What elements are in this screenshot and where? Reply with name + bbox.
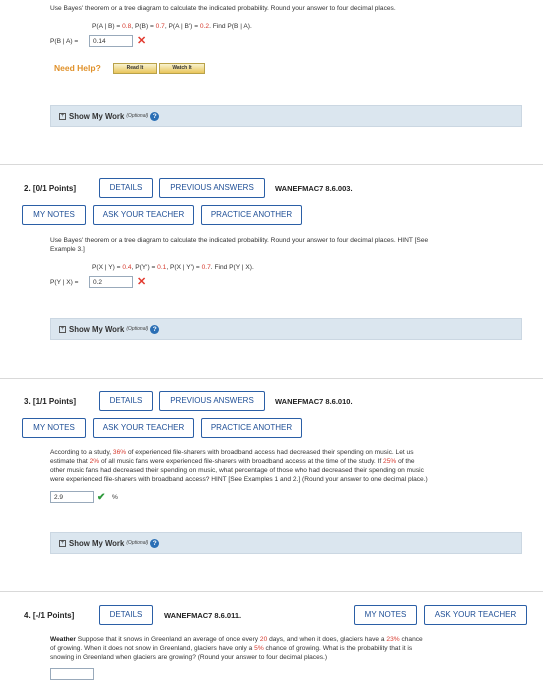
q2-instruction-line2: Example 3.] — [50, 246, 85, 253]
divider — [0, 378, 543, 379]
q4-answer-input[interactable] — [50, 668, 94, 680]
q4-text-line2: of growing. When it does not snow in Greenland, glaciers have only a 5% chance of growing. What is the probability that it is — [50, 645, 413, 652]
q1-instruction: Use Bayes' theorem or a tree diagram to calculate the indicated probability. Round your answer to four decimal places. — [50, 5, 396, 12]
watch-it-button[interactable]: Watch It — [159, 63, 205, 74]
q4-text-line1: Weather Suppose that it snows in Greenland an average of once every 20 days, and when it does, glaciers have a 23% chance — [50, 636, 423, 643]
q3-unit-label: % — [112, 494, 118, 501]
q4-text-line3: snowing in Greenland when glaciers are growing? (Round your answer to four decimal places.) — [50, 654, 328, 661]
show-work-label: Show My Work — [69, 111, 125, 121]
q2-practice-another-button[interactable]: PRACTICE ANOTHER — [201, 205, 302, 225]
q2-answer-input[interactable]: 0.2 — [89, 276, 133, 288]
need-help-label: Need Help? — [54, 63, 101, 73]
q4-problem-code: WANEFMAC7 8.6.011. — [164, 611, 242, 620]
divider — [0, 591, 543, 592]
q2-header: 2. [0/1 Points] — [24, 184, 77, 193]
q2-instruction-line1: Use Bayes' theorem or a tree diagram to calculate the indicated probability. Round your answer to four decimal places. HINT [See — [50, 237, 429, 244]
q3-my-notes-button[interactable]: MY NOTES — [22, 418, 86, 438]
q4-header: 4. [-/1 Points] — [24, 611, 75, 620]
read-it-button[interactable]: Read It — [113, 63, 157, 74]
optional-label: (Optional) — [126, 113, 149, 119]
q2-answer-label: P(Y | X) = — [50, 279, 79, 286]
q1-formula: P(A | B) = 0.8, P(B) = 0.7, P(A | B') = 0.2. Find P(B | A). — [92, 23, 252, 30]
optional-label: (Optional) — [126, 326, 149, 332]
show-work-label: Show My Work — [69, 324, 125, 334]
help-icon[interactable]: ? — [150, 325, 159, 334]
q1-show-work-bar[interactable] — [50, 105, 522, 127]
optional-label: (Optional) — [126, 540, 149, 546]
q2-formula: P(X | Y) = 0.4, P(Y') = 0.1, P(X | Y') = 0.7. Find P(Y | X). — [92, 264, 254, 271]
correct-check-icon: ✔ — [97, 492, 106, 503]
help-icon[interactable]: ? — [150, 112, 159, 121]
q2-my-notes-button[interactable]: MY NOTES — [22, 205, 86, 225]
q3-answer-input[interactable]: 2.9 — [50, 491, 94, 503]
q3-ask-teacher-button[interactable]: ASK YOUR TEACHER — [93, 418, 194, 438]
show-work-label: Show My Work — [69, 538, 125, 548]
q3-practice-another-button[interactable]: PRACTICE ANOTHER — [201, 418, 302, 438]
q3-text-line1: According to a study, 36% of experienced file-sharers with broadband access had decreased their spending on music. Let us — [50, 449, 414, 456]
help-icon[interactable]: ? — [150, 539, 159, 548]
divider — [0, 164, 543, 165]
q4-ask-teacher-button[interactable]: ASK YOUR TEACHER — [424, 605, 527, 625]
q2-previous-answers-button[interactable]: PREVIOUS ANSWERS — [159, 178, 265, 198]
q1-answer-input[interactable]: 0.14 — [89, 35, 133, 47]
q2-show-work-bar[interactable] — [50, 318, 522, 340]
expand-icon: + — [60, 325, 65, 332]
expand-icon: + — [60, 112, 65, 119]
incorrect-x-icon: ✕ — [137, 276, 147, 288]
q3-details-button[interactable]: DETAILS — [99, 391, 153, 411]
q3-previous-answers-button[interactable]: PREVIOUS ANSWERS — [159, 391, 265, 411]
q3-problem-code: WANEFMAC7 8.6.010. — [275, 397, 353, 406]
q3-header: 3. [1/1 Points] — [24, 397, 77, 406]
q4-my-notes-button[interactable]: MY NOTES — [354, 605, 417, 625]
q3-text-line3: other music fans had decreased their spending on music, what percentage of those who had decreased their spending on music — [50, 467, 424, 474]
incorrect-x-icon: ✕ — [137, 35, 147, 47]
q2-details-button[interactable]: DETAILS — [99, 178, 153, 198]
q2-ask-teacher-button[interactable]: ASK YOUR TEACHER — [93, 205, 194, 225]
q3-text-line4: were experienced file-sharers with broadband access? HINT [See Examples 1 and 2.] (Round your answer to one decimal place.) — [50, 476, 428, 483]
q2-problem-code: WANEFMAC7 8.6.003. — [275, 184, 353, 193]
q3-text-line2: estimate that 2% of all music fans were experienced file-sharers with broadband access at the time of the study. If 25% of the — [50, 458, 415, 465]
q3-show-work-bar[interactable] — [50, 532, 522, 554]
q4-details-button[interactable]: DETAILS — [99, 605, 153, 625]
q1-answer-label: P(B | A) = — [50, 38, 79, 45]
expand-icon: + — [60, 539, 65, 546]
